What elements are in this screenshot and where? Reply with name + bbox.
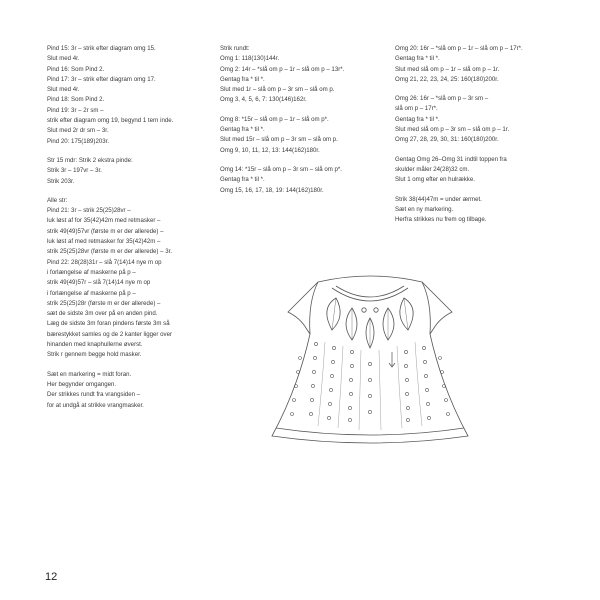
instruction-line: Pind 18: Som Pind 2. <box>47 96 105 104</box>
instruction-line: Slut med slå om p – 1r – slå om p – 1r. <box>395 65 500 73</box>
instruction-line: Slut 1 omg efter en hulrække. <box>395 176 475 184</box>
instruction-line: luk løst af med retmasker for 35(42)42m – <box>47 238 161 246</box>
instruction-line: strik 25(25)28r (første m er der allerede) – <box>47 299 161 307</box>
paragraph-gap <box>395 146 570 155</box>
center-arrow <box>389 352 395 367</box>
page-number: 12 <box>45 571 58 583</box>
instruction-line: Omg 8: *15r – slå om p – 1r – slå om p*. <box>220 115 329 123</box>
instruction-line: Pind 20: 175(189)203r. <box>47 137 109 145</box>
instruction-line: Omg 9, 10, 11, 12, 13: 144(162)180r. <box>220 146 320 154</box>
instruction-line: Pind 19: 3r – 2r sm – <box>47 106 104 114</box>
instruction-line: Slut med 4r. <box>47 86 80 94</box>
instruction-line: skulder måler 24(28)32 cm. <box>395 165 470 173</box>
instruction-line: for at undgå at strikke vrangmasker. <box>47 401 144 409</box>
instruction-line: Sæt en ny markering. <box>395 205 454 213</box>
button-1 <box>362 308 366 312</box>
neckline-inner <box>336 286 404 297</box>
leaf-yoke <box>327 298 413 348</box>
paragraph-gap <box>47 187 217 196</box>
instruction-line: Gentag fra * til *. <box>220 176 265 184</box>
instruction-line: Strik 203r. <box>47 177 75 185</box>
instruction-line: Omg 1: 118(130)144r. <box>220 55 280 63</box>
instruction-line: Strik 38(44)47m = under ærmet. <box>395 195 482 203</box>
instruction-line: Omg 2: 14r – *slå om p – 1r – slå om p – 13r*. <box>220 65 345 73</box>
instruction-line: Pind 22: 28(28)31r – slå 7(14)14 nye m op <box>47 258 162 266</box>
instruction-line: Pind 16: Som Pind 2. <box>47 65 105 73</box>
instruction-line: Strik r gennem begge hold masker. <box>47 351 142 359</box>
instructions-column-3 <box>395 44 570 225</box>
instruction-line: Gentag fra * til *. <box>395 115 440 123</box>
paragraph-gap <box>47 147 217 156</box>
paragraph-gap <box>395 186 570 195</box>
instruction-line: Slut med slå om p – 3r sm – slå om p – 1r. <box>395 126 510 134</box>
instruction-line: Slut med 1r – slå om p – 3r sm – slå om p. <box>220 86 335 94</box>
instruction-line: Herfra strikkes nu frem og tilbage. <box>395 216 487 224</box>
button-2 <box>374 308 378 312</box>
instruction-line: strik 49(49)57vr (første m er der allerede) – <box>47 227 164 235</box>
instruction-line: Omg 3, 4, 5, 6, 7: 130(146)162r. <box>220 96 307 104</box>
instruction-line: Gentag fra * til *. <box>220 75 265 83</box>
instruction-line: Omg 20: 16r – *slå om p – 1r – slå om p – 17r*. <box>395 45 523 52</box>
instruction-line: i forlængelse af maskerne på p – <box>47 289 136 297</box>
instruction-line: Strik rundt: <box>220 45 250 52</box>
instruction-line: Gentag fra * til *. <box>395 55 440 63</box>
instruction-line: luk løst af for 35(42)42m med retmasker – <box>47 217 161 225</box>
paragraph-gap <box>395 85 570 94</box>
instruction-line: strik 49(49)57r – slå 7(14)14 nye m op <box>47 279 151 287</box>
instruction-line: Omg 27, 28, 29, 30, 31: 160(180)200r. <box>395 136 499 144</box>
instruction-line: Gentag fra * til *. <box>220 126 265 134</box>
right-sleeve <box>422 282 430 334</box>
instructions-column-2 <box>220 44 390 196</box>
paragraph-gap <box>220 156 390 165</box>
instructions-column-1 <box>47 44 217 411</box>
instruction-line: Der strikkes rundt fra vrangsiden – <box>47 391 141 399</box>
instruction-line: strik 25(25)28vr (første m er der allerede) – 3r. <box>47 248 172 256</box>
paragraph-gap <box>220 106 390 115</box>
instruction-line: Strik 3r – 197vr – 3r. <box>47 167 102 175</box>
instruction-line: Slut med 2r dr sm – 3r. <box>47 127 109 135</box>
instruction-line: Pind 21: 3r – strik 25(25)28vr – <box>47 207 131 215</box>
instruction-line: Alle str: <box>47 196 68 204</box>
knitted-dress-sketch-icon <box>270 268 470 458</box>
instruction-line: Gentag Omg 26–Omg 31 indtil toppen fra <box>395 155 507 163</box>
instruction-line: Slut med 15r – slå om p – 3r sm – slå om p. <box>220 136 338 144</box>
instruction-line: hinanden med knaphullerne øverst. <box>47 341 143 349</box>
instruction-line: Her begynder omgangen. <box>47 380 117 388</box>
instruction-line: Omg 26: 16r – *slå om p – 3r sm – <box>395 95 489 103</box>
instruction-line: Læg de sidste 3m foran pindens første 3m så <box>47 320 170 328</box>
instruction-line: Pind 17: 3r – strik efter diagram omg 17. <box>47 75 156 83</box>
instruction-line: Sæt en markering = midt foran. <box>47 370 132 378</box>
instruction-line: strik efter diagram omg 19, begynd 1 tern inde. <box>47 117 174 125</box>
rib-lines <box>318 342 422 430</box>
instruction-line: Str 15 mdr: Strik 2 ekstra pinde: <box>47 156 133 164</box>
hem-band <box>276 428 464 435</box>
instruction-line: Omg 15, 16, 17, 18, 19: 144(162)180r. <box>220 186 324 194</box>
instruction-line: i forlængelse af maskerne på p – <box>47 268 136 276</box>
instruction-line: Pind 15: 3r – strik efter diagram omg 15. <box>47 45 156 52</box>
instruction-line: Slut med 4r. <box>47 55 80 63</box>
instruction-line: sæt de sidste 3m over på en anden pind. <box>47 310 158 318</box>
paragraph-gap <box>47 361 217 370</box>
instruction-line: Omg 14: *15r – slå om p – 3r sm – slå om p*. <box>220 165 342 173</box>
instruction-line: bærestykket samles og de 2 kanter ligger over <box>47 330 172 338</box>
left-sleeve <box>310 282 318 334</box>
instruction-line: slå om p – 17r*. <box>395 105 438 113</box>
eyelet-pattern <box>291 342 450 421</box>
instruction-line: Omg 21, 22, 23, 24, 25: 160(180)200r. <box>395 75 499 83</box>
